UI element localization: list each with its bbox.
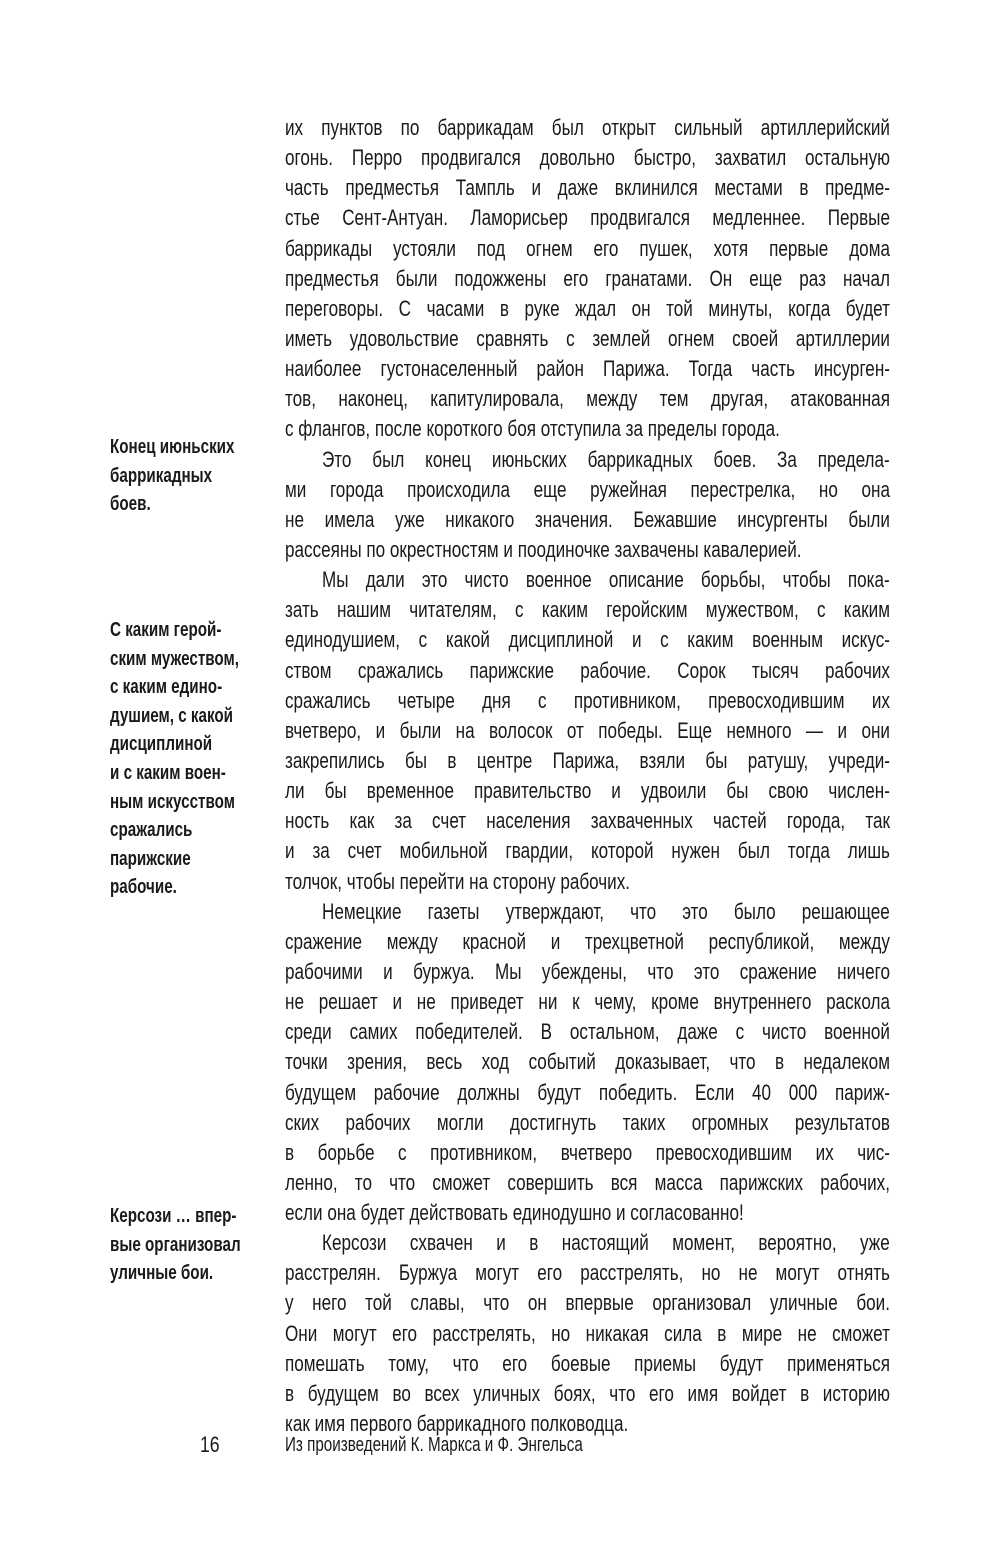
margin-note-line (110, 759, 280, 788)
text-line-content: точки зрения, весь ход событий доказывает, что в недалеком (285, 1049, 890, 1075)
text-line-content: часть предместья Тампль и даже вклинился местами в предме- (285, 175, 890, 201)
text-line (285, 1319, 890, 1349)
text-line-content: у него той славы, что он впервые организовал уличные бои. (285, 1290, 890, 1316)
margin-note-text: с каким едино- (110, 676, 223, 699)
text-line (285, 475, 890, 505)
margin-note-line (110, 873, 280, 902)
text-line (285, 806, 890, 836)
text-line-content: переговоры. С часами в руке ждал он той минуты, когда будет (285, 295, 890, 321)
text-line-content: не имела уже никакого значения. Бежавшие инсургенты были (285, 506, 890, 532)
paragraph (285, 897, 890, 1229)
text-line (285, 535, 890, 565)
text-line (285, 1349, 890, 1379)
text-line (285, 505, 890, 535)
text-line-content: стье Сент-Антуан. Ламорисьер продвигался медленнее. Первые (285, 205, 890, 231)
text-line-content: их пунктов по баррикадам был открыт сильный артиллерийский (285, 115, 890, 140)
margin-note-line (110, 616, 280, 645)
text-line (285, 656, 890, 686)
margin-note-line (110, 816, 280, 845)
text-line (285, 625, 890, 655)
text-line (285, 836, 890, 866)
margin-note (110, 433, 280, 519)
text-line (285, 595, 890, 625)
margin-note-line (110, 788, 280, 817)
text-line (285, 867, 890, 897)
text-line-content: ли бы временное правительство и удвоили бы свою числен- (285, 778, 890, 804)
text-line (285, 716, 890, 746)
text-line-content: если она будет действовать единодушно и согласованно! (285, 1200, 744, 1226)
text-line-content: с флангов, после короткого боя отступила за пределы города. (285, 416, 780, 442)
paragraph (285, 565, 890, 897)
margin-note-line (110, 462, 280, 491)
text-line-content: помешать тому, что его боевые приемы будут применяться (285, 1350, 890, 1376)
text-line (285, 927, 890, 957)
text-line-content: Керсози схвачен и в настоящий момент, вероятно, уже (322, 1230, 890, 1256)
text-line-content: огонь. Перро продвигался довольно быстро, захватил остальную (285, 145, 890, 171)
text-line (285, 1047, 890, 1077)
margin-note-text: С каким герой- (110, 619, 222, 641)
text-line-content: в будущем во всех уличных боях, что его имя войдет в историю (285, 1380, 890, 1406)
margin-note-line (110, 1202, 280, 1231)
margin-note-text: уличные бои. (110, 1262, 214, 1285)
margin-note-line (110, 1259, 280, 1288)
paragraph (285, 113, 890, 445)
text-line-content: зать нашим читателям, с каким геройским мужеством, с каким (285, 597, 890, 623)
text-line-content: рабочими и буржуа. Мы убеждены, что это сражение ничего (285, 958, 890, 984)
paragraph (285, 1228, 890, 1439)
text-line (285, 294, 890, 324)
text-line-content: в борьбе с противником, вчетверо превосходившим их чис- (285, 1139, 890, 1165)
text-line-content: наиболее густонаселенный район Парижа. Тогда часть инсурген- (285, 356, 890, 382)
margin-note-line (110, 645, 280, 674)
text-line (285, 264, 890, 294)
margin-note-text: Конец июньских (110, 436, 235, 458)
text-line (285, 686, 890, 716)
margin-note-text: ским мужеством, (110, 647, 239, 670)
margin-note-line (110, 730, 280, 759)
text-line-content: ских рабочих могли достигнуть таких огромных результатов (285, 1109, 890, 1135)
margin-note-line (110, 702, 280, 731)
text-line (285, 1258, 890, 1288)
text-line-content: будущем рабочие должны будут победить. Если 40 000 париж- (285, 1079, 890, 1105)
margin-note-text: и с каким воен- (110, 761, 226, 784)
text-line (285, 1198, 890, 1228)
text-line (285, 897, 890, 927)
margin-note (110, 1202, 280, 1288)
text-line (285, 957, 890, 987)
margin-note-text: Керсози … впер- (110, 1205, 237, 1227)
text-line-content: ми города происходила еще ружейная перестрелка, но она (285, 476, 890, 502)
text-line-content: рассеяны по окрестностям и поодиночке захвачены кавалерией. (285, 536, 802, 562)
margin-note-line (110, 845, 280, 874)
text-line (285, 1138, 890, 1168)
page-number: 16 (200, 1432, 220, 1457)
text-line (285, 354, 890, 384)
margin-note-line (110, 490, 280, 519)
text-line (285, 1168, 890, 1198)
text-line (285, 776, 890, 806)
text-line-content: не решает и не приведет ни к чему, кроме внутреннего раскола (285, 989, 890, 1015)
text-line (285, 113, 890, 143)
text-line (285, 203, 890, 233)
margin-note-text: душием, с какой (110, 704, 234, 727)
text-line (285, 384, 890, 414)
text-line (285, 987, 890, 1017)
text-line-content: сражение между красной и трехцветной республикой, между (285, 928, 890, 954)
margin-note-text: сражались (110, 819, 193, 842)
text-line-content: как имя первого баррикадного полководца. (285, 1411, 629, 1437)
running-title: Из произведений К. Маркса и Ф. Энгельса (285, 1434, 583, 1456)
text-line (285, 234, 890, 264)
text-line-content: закрепились бы в центре Парижа, взяли бы ратушу, учреди- (285, 747, 890, 773)
text-line (285, 173, 890, 203)
text-line (285, 1379, 890, 1409)
text-line-content: Мы дали это чисто военное описание борьбы, чтобы пока- (322, 567, 890, 593)
text-line-content: Немецкие газеты утверждают, что это было решающее (322, 898, 890, 924)
text-line (285, 746, 890, 776)
text-line (285, 1228, 890, 1258)
margin-note-text: ным искусством (110, 790, 235, 813)
text-line-content: тов, наконец, капитулировала, между тем другая, атакованная (285, 386, 890, 412)
text-line-content: баррикады устояли под огнем его пушек, хотя первые дома (285, 235, 890, 261)
text-line (285, 324, 890, 354)
text-line-content: Они могут его расстрелять, но никакая сила в мире не сможет (285, 1320, 890, 1346)
margin-note (110, 616, 280, 902)
text-line-content: вчетверо, и были на волосок от победы. Еще немного — и они (285, 717, 890, 743)
text-line-content: среди самих победителей. В остальном, даже с чисто военной (285, 1019, 890, 1045)
paragraph (285, 445, 890, 566)
text-line-content: ством сражались парижские рабочие. Сорок тысяч рабочих (285, 657, 890, 683)
text-line (285, 1288, 890, 1318)
text-line (285, 1017, 890, 1047)
main-text (285, 113, 890, 1439)
text-line (285, 143, 890, 173)
text-line (285, 1108, 890, 1138)
margin-note-text: рабочие. (110, 876, 177, 899)
text-line-content: единодушием, с какой дисциплиной и с каким военным искус- (285, 627, 890, 653)
margin-note-line (110, 673, 280, 702)
margin-note-text: боев. (110, 493, 151, 516)
text-line-content: Это был конец июньских баррикадных боев. За предела- (322, 446, 890, 472)
text-line-content: толчок, чтобы перейти на сторону рабочих. (285, 868, 631, 894)
margin-note-text: дисциплиной (110, 733, 213, 756)
text-line-content: ность как за счет населения захваченных частей города, так (285, 808, 890, 834)
text-line-content: иметь удовольствие сравнять с землей огнем своей артиллерии (285, 325, 890, 351)
margin-note-line (110, 1231, 280, 1260)
margin-note-line (110, 433, 280, 462)
text-line-content: предместья были подожжены его гранатами. Он еще раз начал (285, 265, 890, 291)
text-line-content: ленно, то что сможет совершить вся масса парижских рабочих, (285, 1169, 890, 1195)
text-line (285, 1078, 890, 1108)
margin-note-text: баррикадных (110, 464, 213, 487)
text-line (285, 445, 890, 475)
text-line (285, 565, 890, 595)
text-line-content: расстрелян. Буржуа могут его расстрелять, но не могут отнять (285, 1260, 890, 1286)
margin-note-text: вые организовал (110, 1233, 241, 1256)
margin-note-text: парижские (110, 847, 191, 870)
text-line-content: сражались четыре дня с противником, превосходившим их (285, 687, 890, 713)
text-line-content: и за счет мобильной гвардии, которой нужен был тогда лишь (285, 838, 890, 864)
text-line (285, 414, 890, 444)
